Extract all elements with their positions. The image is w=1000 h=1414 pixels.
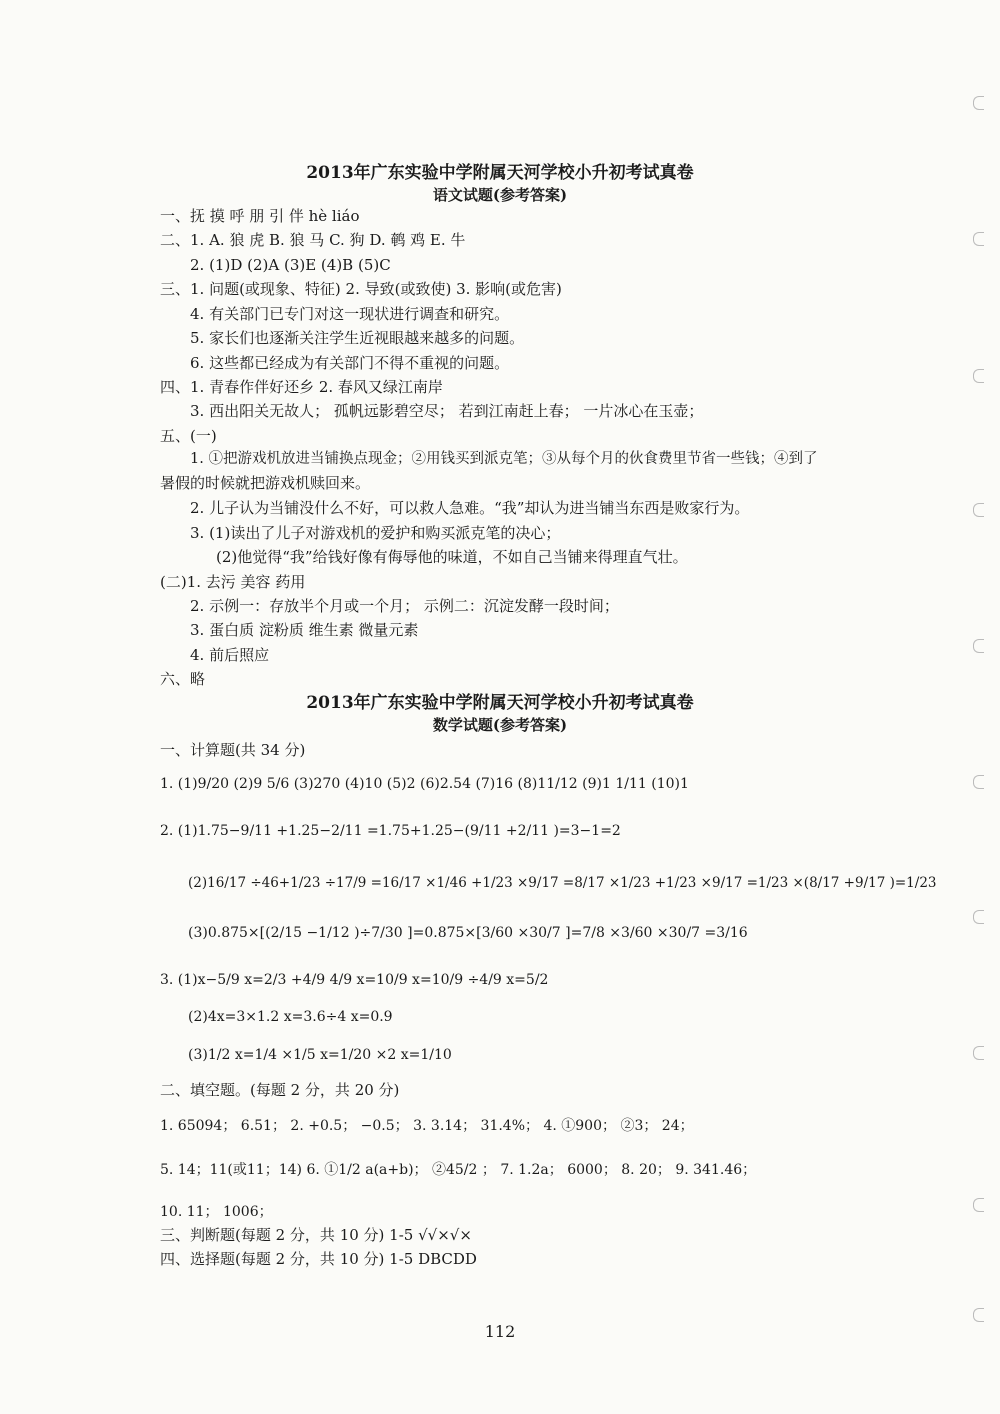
cn-line-16: (二)1. 去污 美容 药用	[160, 573, 306, 591]
math-fill-3: 10. 11； 1006；	[160, 1204, 273, 1220]
cn-line-6: 5. 家长们也逐渐关注学生近视眼越来越多的问题。	[190, 329, 525, 347]
math-section-3: 三、判断题(每题 2 分，共 10 分) 1-5 √√×√×	[160, 1226, 472, 1244]
cn-line-10: 五、(一)	[160, 427, 217, 445]
math-section-2: 二、填空题。(每题 2 分，共 20 分)	[160, 1081, 400, 1099]
cn-line-13: 2. 儿子认为当铺没什么不好，可以救人急难。“我”却认为进当铺当东西是败家行为。	[190, 499, 750, 517]
math-section-1: 一、计算题(共 34 分)	[160, 741, 306, 759]
cn-line-18: 3. 蛋白质 淀粉质 维生素 微量元素	[190, 621, 419, 639]
math-fill-1: 1. 65094； 6.51； 2. +0.5； −0.5； 3. 3.14̇； 31.4%； 4. ①900； ②3； 24；	[160, 1118, 694, 1134]
math-q3-2: (2)4x=3×1.2 x=3.6÷4 x=0.9	[188, 1009, 393, 1025]
math-q2-2: (2)16/17 ÷46+1/23 ÷17/9 =16/17 ×1/46 +1/23 ×9/17 =8/17 ×1/23 +1/23 ×9/17 =1/23 ×(8/17 +9/17 )=1/23	[188, 875, 937, 891]
cn-line-15: (2)他觉得“我”给钱好像有侮辱他的味道，不如自己当铺来得理直气壮。	[216, 548, 688, 566]
cn-line-9: 3. 西出阳关无故人； 孤帆远影碧空尽； 若到江南赶上春； 一片冰心在玉壶；	[190, 402, 704, 420]
binder-hole-icon	[973, 369, 984, 383]
math-q1: 1. (1)9/20 (2)9 5/6 (3)270 (4)10 (5)2 (6)2.54 (7)16 (8)11/12 (9)1 1/11 (10)1	[160, 776, 689, 792]
binder-hole-icon	[973, 775, 984, 789]
cn-line-4: 三、1. 问题(或现象、特征) 2. 导致(或致使) 3. 影响(或危害)	[160, 280, 562, 298]
cn-line-20: 六、略	[160, 670, 206, 688]
math-q3-1: 3. (1)x−5/9 x=2/3 +4/9 4/9 x=10/9 x=10/9 ÷4/9 x=5/2	[160, 972, 549, 988]
binder-hole-icon	[973, 1046, 984, 1060]
chinese-subtitle: 语文试题(参考答案)	[432, 186, 568, 204]
cn-line-17: 2. 示例一：存放半个月或一个月； 示例二：沉淀发酵一段时间；	[190, 597, 619, 615]
cn-line-14: 3. (1)读出了儿子对游戏机的爱护和购买派克笔的决心；	[190, 524, 561, 542]
chinese-title: 2013年广东实验中学附属天河学校小升初考试真卷	[306, 163, 694, 183]
math-subtitle: 数学试题(参考答案)	[432, 716, 568, 734]
math-fill-2: 5. 14；11(或11；14) 6. ①1/2 a(a+b)； ②45/2 ； 7. 1.2a； 6000； 8. 20； 9. 341.46；	[160, 1162, 757, 1178]
cn-line-12: 暑假的时候就把游戏机赎回来。	[160, 474, 371, 492]
cn-line-8: 四、1. 青春作伴好还乡 2. 春风又绿江南岸	[160, 378, 443, 396]
cn-line-19: 4. 前后照应	[190, 646, 270, 664]
math-q2-1: 2. (1)1.75−9/11 +1.25−2/11 =1.75+1.25−(9/11 +2/11 )=3−1=2	[160, 823, 621, 839]
cn-line-1: 一、抚 摸 呼 朋 引 伴 hè liáo	[160, 207, 360, 225]
cn-line-7: 6. 这些都已经成为有关部门不得不重视的问题。	[190, 354, 510, 372]
math-title: 2013年广东实验中学附属天河学校小升初考试真卷	[306, 693, 694, 713]
cn-line-2: 二、1. A. 狼 虎 B. 狼 马 C. 狗 D. 鹌 鸡 E. 牛	[160, 231, 466, 249]
cn-line-5: 4. 有关部门已专门对这一现状进行调查和研究。	[190, 305, 510, 323]
binder-hole-icon	[973, 910, 984, 924]
cn-line-11: 1. ①把游戏机放进当铺换点现金；②用钱买到派克笔；③从每个月的伙食费里节省一些钱；④到了	[190, 451, 818, 467]
math-section-4: 四、选择题(每题 2 分，共 10 分) 1-5 DBCDD	[160, 1250, 477, 1268]
binder-hole-icon	[973, 639, 984, 653]
binder-hole-icon	[973, 1198, 984, 1212]
page-number: 112	[484, 1322, 516, 1341]
cn-line-3: 2. (1)D (2)A (3)E (4)B (5)C	[190, 256, 391, 274]
binder-hole-icon	[973, 1308, 984, 1322]
binder-hole-icon	[973, 503, 984, 517]
math-q2-3: (3)0.875×[(2/15 −1/12 )÷7/30 ]=0.875×[3/60 ×30/7 ]=7/8 ×3/60 ×30/7 =3/16	[188, 925, 748, 941]
math-q3-3: (3)1/2 x=1/4 ×1/5 x=1/20 ×2 x=1/10	[188, 1047, 452, 1063]
binder-hole-icon	[973, 232, 984, 246]
binder-hole-icon	[973, 96, 984, 110]
